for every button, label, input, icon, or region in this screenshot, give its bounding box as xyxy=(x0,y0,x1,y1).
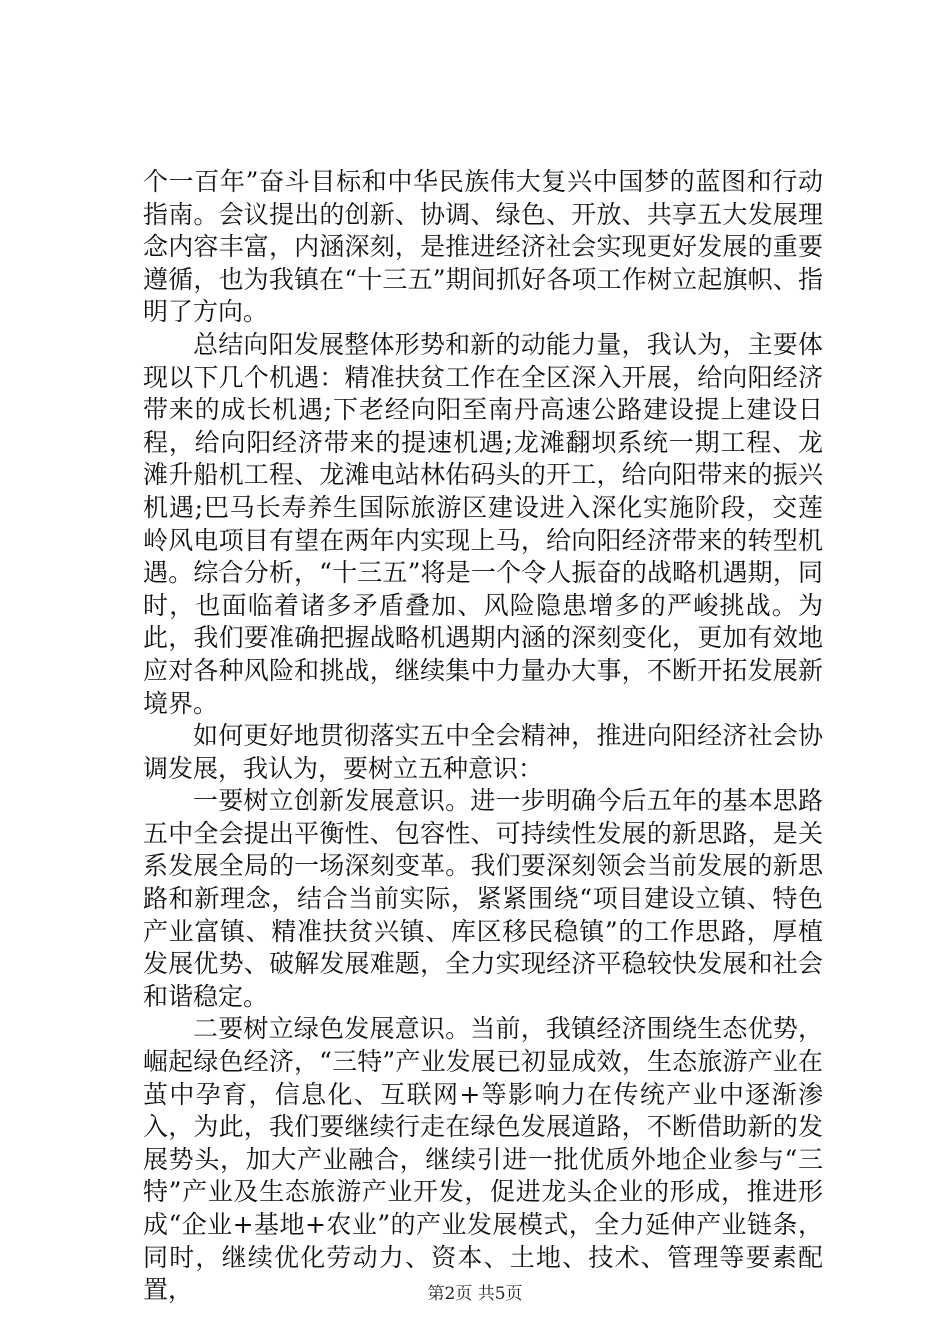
document-body xyxy=(143,166,823,1307)
paragraph-4: 一要树立创新发展意识。进一步明确今后五年的基本思路五中全会提出平衡性、包容性、可持续性发展的新思路，是关系发展全局的一场深刻变革。我们要深刻领会当前发展的新思路和新理念，结合当前实际，紧紧围绕“项目建设立镇、特色产业富镇、精准扶贫兴镇、库区移民稳镇”的工作思路，厚植发展优势、破解发展难题，全力实现经济平稳较快发展和社会和谐稳定。 xyxy=(143,786,823,1011)
paragraph-2: 总结向阳发展整体形势和新的动能力量，我认为，主要体现以下几个机遇：精准扶贫工作在全区深入开展，给向阳经济带来的成长机遇;下老经向阳至南丹高速公路建设提上建设日程，给向阳经济带来的提速机遇;龙滩翻坝系统一期工程、龙滩升船机工程、龙滩电站林佑码头的开工，给向阳带来的振兴机遇;巴马长寿养生国际旅游区建设进入深化实施阶段，交莲岭风电项目有望在两年内实现上马，给向阳经济带来的转型机遇。综合分析，“十三五”将是一个令人振奋的战略机遇期，同时，也面临着诸多矛盾叠加、风险隐患增多的严峻挑战。为此，我们要准确把握战略机遇期内涵的深刻变化，更加有效地应对各种风险和挑战，继续集中力量办大事，不断开拓发展新境界。 xyxy=(143,329,823,718)
paragraph-1: 个一百年”奋斗目标和中华民族伟大复兴中国梦的蓝图和行动指南。会议提出的创新、协调、绿色、开放、共享五大发展理念内容丰富，内涵深刻，是推进经济社会实现更好发展的重要遵循，也为我镇在“十三五”期间抓好各项工作树立起旗帜、指明了方向。 xyxy=(143,167,823,327)
page-number-footer: 第2页 共5页 xyxy=(427,1284,523,1304)
paragraph-3: 如何更好地贯彻落实五中全会精神，推进向阳经济社会协调发展，我认为，要树立五种意识： xyxy=(143,721,823,783)
paragraph-5: 二要树立绿色发展意识。当前，我镇经济围绕生态优势，崛起绿色经济，“三特”产业发展已初显成效，生态旅游产业在茧中孕育，信息化、互联网+等影响力在传统产业中逐渐渗入，为此，我们要继续行走在绿色发展道路，不断借助新的发展势头，加大产业融合，继续引进一批优质外地企业参与“三特”产业及生态旅游产业开发，促进龙头企业的形成，推进形成“企业+基地+农业”的产业发展模式，全力延伸产业链条，同时，继续优化劳动力、资本、土地、技术、管理等要素配置， xyxy=(143,1014,823,1305)
